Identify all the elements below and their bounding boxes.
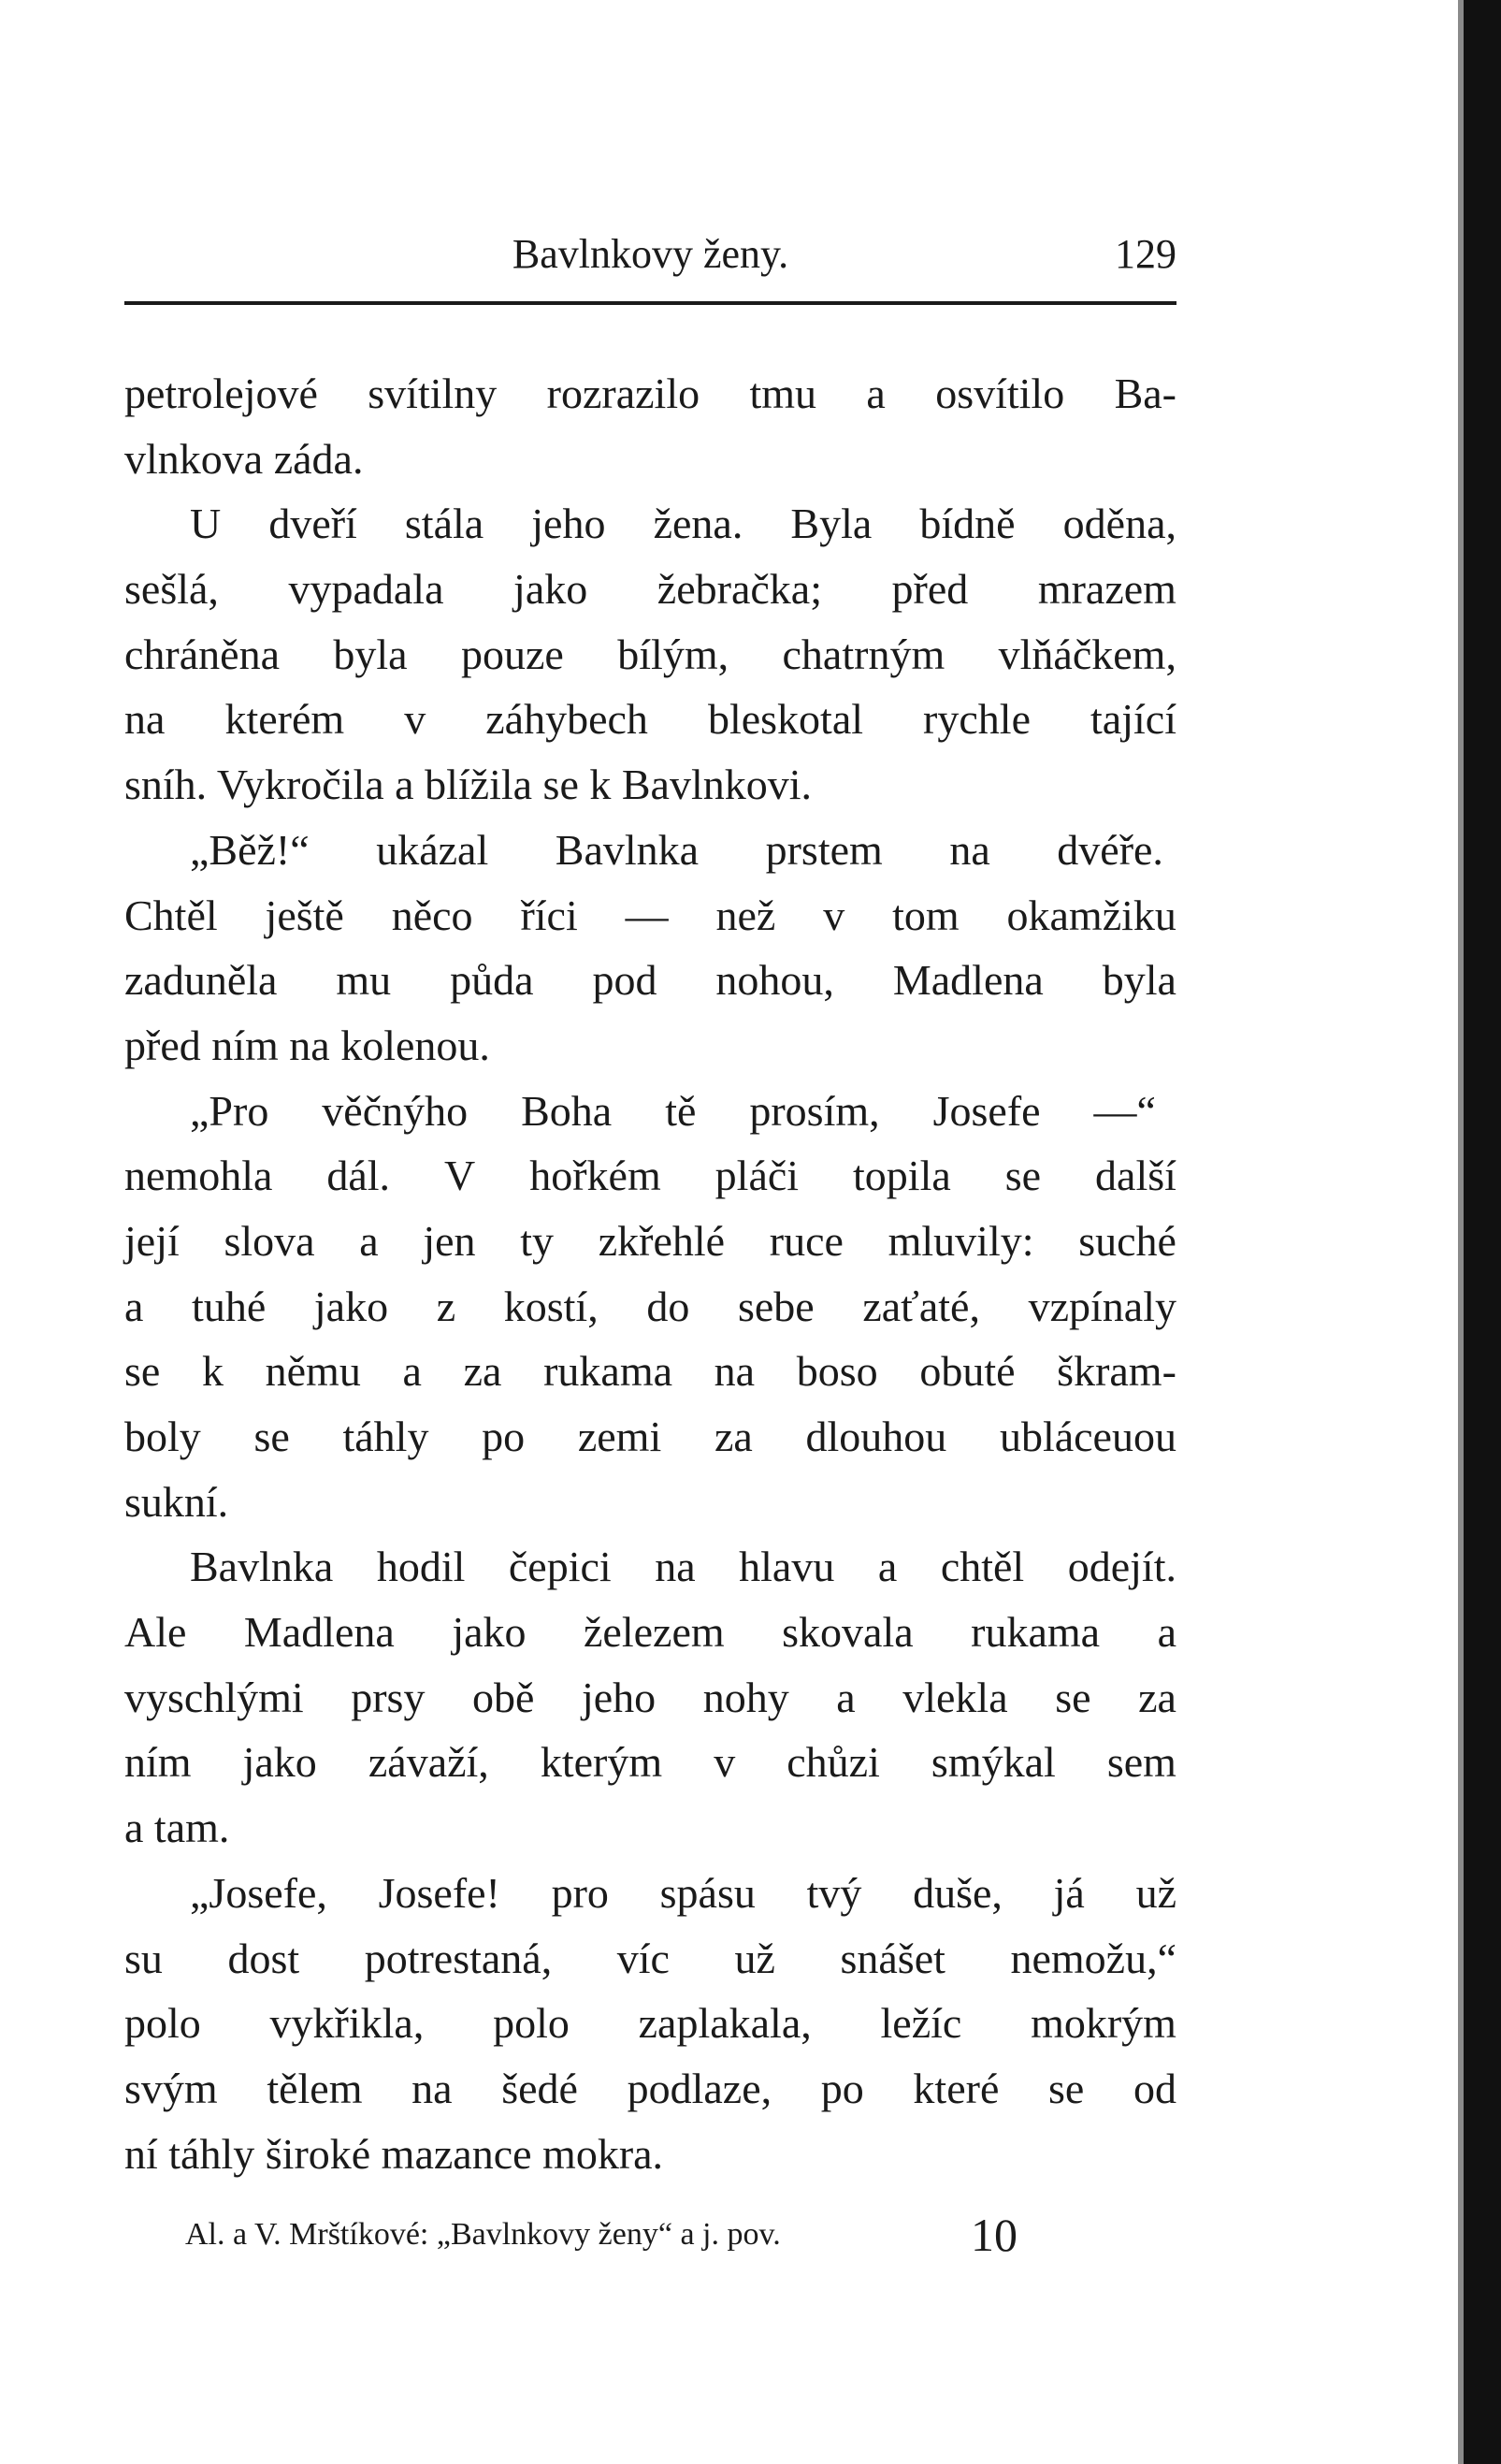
text-line: su dost potrestaná, víc už snášet nemožu,“ [124, 1934, 1176, 1982]
text-line: Chtěl ještě něco říci — než v tom okamžiku [124, 891, 1176, 939]
text-line: zaduněla mu půda pod nohou, Madlena byla [124, 956, 1176, 1005]
page-footer [124, 2208, 1176, 2264]
text-line: ním jako závaží, kterým v chůzi smýkal sem [124, 1738, 1176, 1787]
text-line: sešlá, vypadala jako žebračka; před mrazem [124, 565, 1176, 614]
page-header [124, 225, 1176, 290]
text-line: Ale Madlena jako železem skovala rukama a [124, 1608, 1176, 1657]
printer-signature: Al. a V. Mrštíkové: „Bavlnkovy ženy“ a j. pov. [185, 2217, 781, 2252]
text-line: petrolejové svítilny rozrazilo tmu a osvítilo Ba- [124, 370, 1176, 417]
text-line: její slova a jen ty zkřehlé ruce mluvily: suché [124, 1216, 1176, 1265]
text-line: chráněna byla pouze bílým, chatrným vlňáčkem, [124, 630, 1176, 678]
text-line: ní táhly široké mazance mokra. [124, 2129, 664, 2178]
text-line: boly se táhly po zemi za dlouhou ubláceuou [124, 1413, 1176, 1460]
text-line: vlnkova záda. [124, 434, 364, 483]
running-head: Bavlnkovy ženy. [512, 231, 789, 277]
header-rule [124, 301, 1176, 305]
text-line: vyschlými prsy obě jeho nohy a vlekla se za [124, 1673, 1176, 1721]
text-line: na kterém v záhybech bleskotal rychle tající [124, 695, 1176, 744]
text-line: se k němu a za rukama na boso obuté škram- [124, 1347, 1176, 1396]
text-line: a tuhé jako z kostí, do sebe zaťaté, vzpínaly [124, 1282, 1176, 1330]
text-line: polo vykřikla, polo zaplakala, ležíc mokrým [124, 1999, 1176, 2048]
text-line: před ním na kolenou. [124, 1021, 490, 1069]
text-line: sukní. [124, 1477, 229, 1526]
page-edge [1464, 0, 1501, 2464]
text-line: U dveří stála jeho žena. Byla bídně oděna, [190, 500, 1176, 548]
page-number: 129 [1115, 231, 1176, 277]
sheet-number: 10 [971, 2209, 1018, 2261]
text-line: „Josefe, Josefe! pro spásu tvý duše, já už [190, 1868, 1176, 1917]
body-text [124, 361, 1176, 2186]
text-line: sníh. Vykročila a blížila se k Bavlnkovi. [124, 761, 813, 809]
text-line: svým tělem na šedé podlaze, po které se od [124, 2064, 1176, 2112]
text-line: nemohla dál. V hořkém pláči topila se další [124, 1152, 1176, 1200]
text-line: Bavlnka hodil čepici na hlavu a chtěl odejít. [190, 1543, 1176, 1591]
text-line: „Pro věčnýho Boha tě prosím, Josefe —“ [190, 1086, 1156, 1135]
text-line: „Běž!“ ukázal Bavlnka prstem na dvéře. [190, 825, 1163, 874]
text-line: a tam. [124, 1804, 230, 1852]
